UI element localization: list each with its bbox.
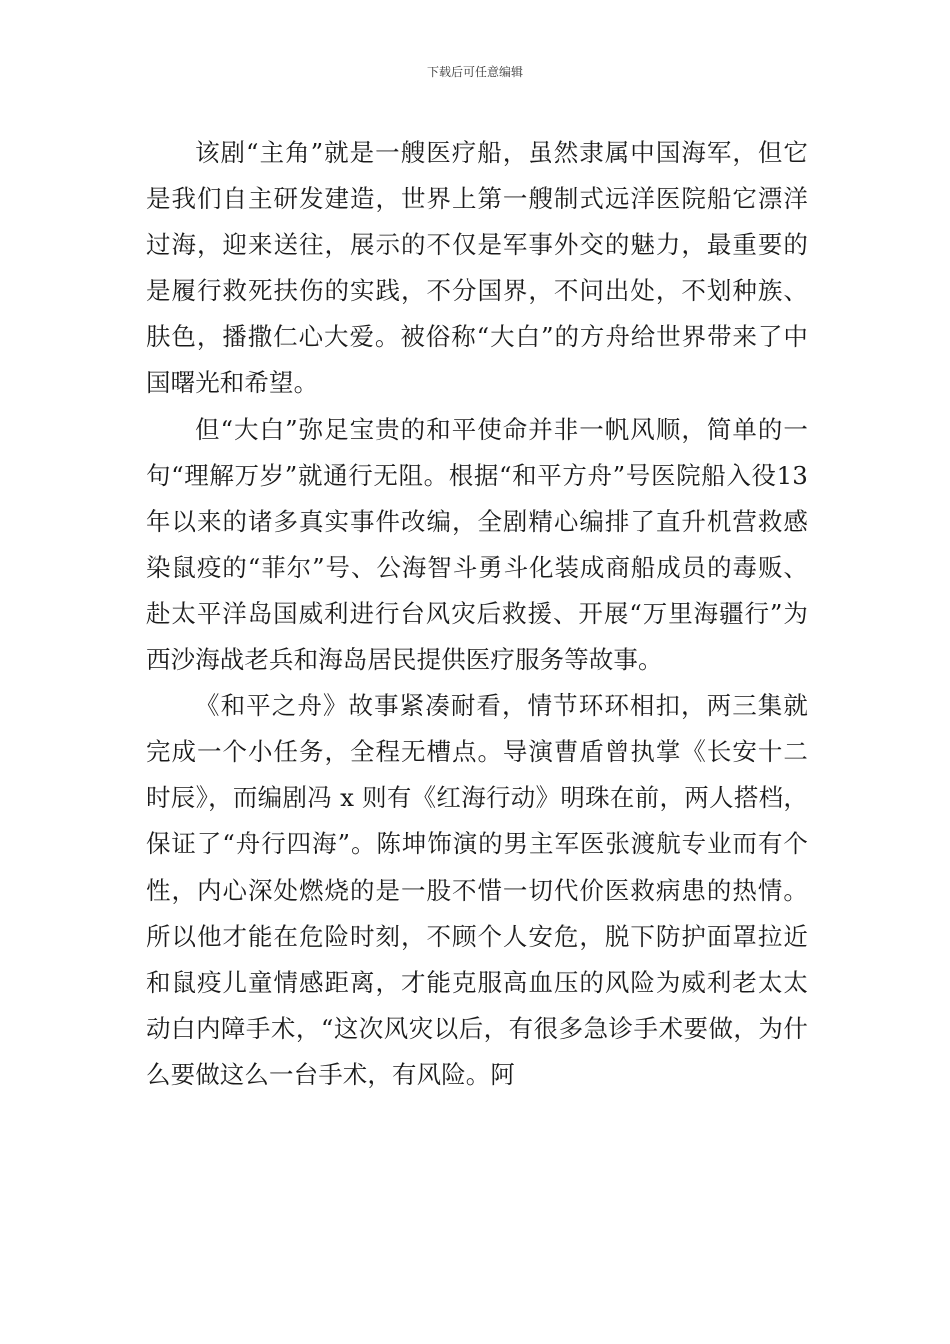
page-header: 下载后可任意编辑	[426, 65, 523, 79]
article-body	[146, 130, 808, 1098]
paragraph: 但“大白”弥足宝贵的和平使命并非一帆风顺，简单的一句“理解万岁”就通行无阻。根据“和平方舟”号医院船入役13年以来的诸多真实事件改编，全剧精心编排了直升机营救感染鼠疫的“菲尔”号、公海智斗勇斗化装成商船成员的毒贩、赴太平洋岛国威利进行台风灾后救援、开展“万里海疆行”为西沙海战老兵和海岛居民提供医疗服务等故事。	[146, 414, 808, 675]
paragraph: 该剧“主角”就是一艘医疗船，虽然隶属中国海军，但它是我们自主研发建造，世界上第一艘制式远洋医院船它漂洋过海，迎来送往，展示的不仅是军事外交的魅力，最重要的是履行救死扶伤的实践，不分国界，不问出处，不划种族、肤色，播撒仁心大爱。被俗称“大白”的方舟给世界带来了中国曙光和希望。	[146, 138, 808, 398]
paragraph: 《和平之舟》故事紧凑耐看，情节环环相扣，两三集就完成一个小任务，全程无槽点。导演曹盾曾执掌《长安十二时辰》，而编剧冯 x 则有《红海行动》明珠在前，两人搭档，保证了“舟行四海”。陈坤饰演的男主军医张渡航专业而有个性，内心深处燃烧的是一股不惜一切代价医救病患的热情。所以他才能在危险时刻，不顾个人安危，脱下防护面罩拉近和鼠疫儿童情感距离，才能克服高血压的风险为威利老太太动白内障手术，“这次风灾以后，有很多急诊手术要做，为什么要做这么一台手术，有风险。阿	[146, 691, 808, 1089]
